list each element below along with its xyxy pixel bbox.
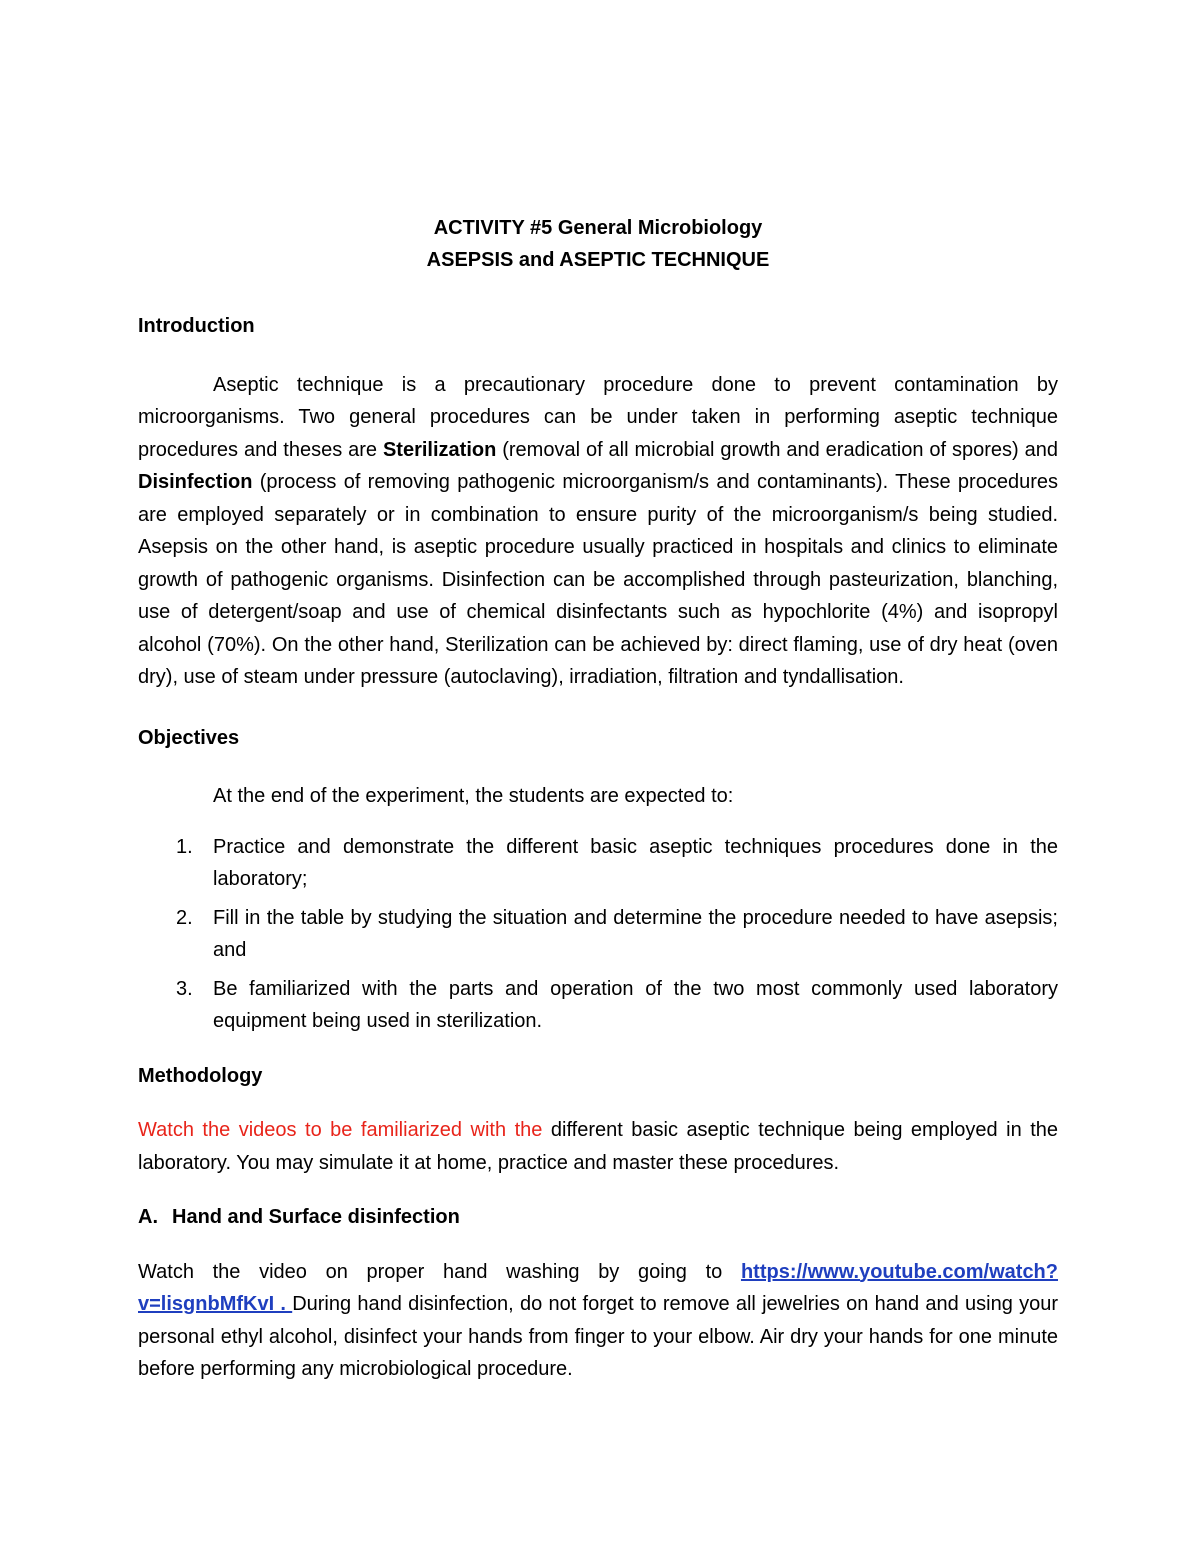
objective-number: 2.: [176, 906, 193, 929]
intro-text-1: Aseptic technique is a precautionary procedure done to prevent contamination by microorganisms. Two general procedures can be under taken in performing aseptic technique procedures and theses are: [138, 373, 1058, 461]
objective-text: Practice and demonstrate the different basic aseptic techniques procedures done in the laboratory;: [213, 835, 1058, 890]
methodology-paragraph: [138, 1114, 1058, 1179]
objective-item: [138, 831, 1058, 896]
objectives-list: [138, 831, 1058, 1038]
section-a-paragraph: [138, 1256, 1058, 1386]
document-page: [138, 212, 1058, 1386]
youtube-link[interactable]: https://www.youtube.com/watch?v=lisgnbMfKvI .: [138, 1260, 1058, 1315]
objective-item: [138, 902, 1058, 967]
objectives-heading: Objectives: [138, 726, 240, 749]
methodology-text: different basic aseptic technique being employed in the laboratory. You may simulate it at home, practice and master these procedures.: [138, 1119, 1058, 1174]
term-sterilization: Sterilization: [382, 438, 497, 461]
objective-item: [138, 973, 1058, 1038]
objective-number: 1.: [176, 835, 193, 858]
section-a-text: During hand disinfection, do not forget to remove all jewelries on hand and using your personal ethyl alcohol, disinfect your hands from finger to your elbow. Air dry your hands for one minute before performing any microbiological procedure.: [138, 1293, 1058, 1380]
objectives-lead: At the end of the experiment, the students are expected to:: [213, 785, 734, 807]
objective-text: Be familiarized with the parts and operation of the two most commonly used laboratory equipment being used in sterilization.: [213, 977, 1058, 1032]
section-a-label: A.: [138, 1206, 158, 1228]
methodology-heading: Methodology: [138, 1064, 263, 1087]
title-line-1: ACTIVITY #5 General Microbiology: [433, 217, 763, 239]
section-a-lead: Watch the video on proper hand washing by going to: [138, 1260, 741, 1283]
intro-text-2: (removal of all microbial growth and eradication of spores) and: [496, 438, 1058, 461]
introduction-heading: Introduction: [138, 315, 255, 337]
introduction-paragraph: [138, 369, 1058, 694]
intro-text-3: (process of removing pathogenic microorganism/s and contaminants). These procedures are employed separately or in combination to ensure purity of the microorganism/s being studied. Asepsis on the other hand, is aseptic procedure usually practiced in hospitals and clinics to eliminate growth of pathogenic organisms. Disinfection can be accomplished through pasteurization, blanching, use of detergent/soap and use of chemical disinfectants such as hypochlorite (4%) and isopropyl alcohol (70%). On the other hand, Sterilization can be achieved by: direct flaming, use of dry heat (oven dry), use of steam under pressure (autoclaving), irradiation, filtration and tyndallisation.: [138, 471, 1058, 688]
term-disinfection: Disinfection: [138, 471, 253, 493]
title-line-2: ASEPSIS and ASEPTIC TECHNIQUE: [426, 249, 770, 271]
objective-number: 3.: [176, 977, 193, 1000]
section-a-title: Hand and Surface disinfection: [172, 1206, 460, 1228]
objective-text: Fill in the table by studying the situation and determine the procedure needed to have asepsis; and: [213, 906, 1058, 961]
methodology-red-text: Watch the videos to be familiarized with the: [138, 1119, 543, 1141]
section-a-heading: [138, 1201, 1058, 1234]
document-title: [138, 212, 1058, 276]
